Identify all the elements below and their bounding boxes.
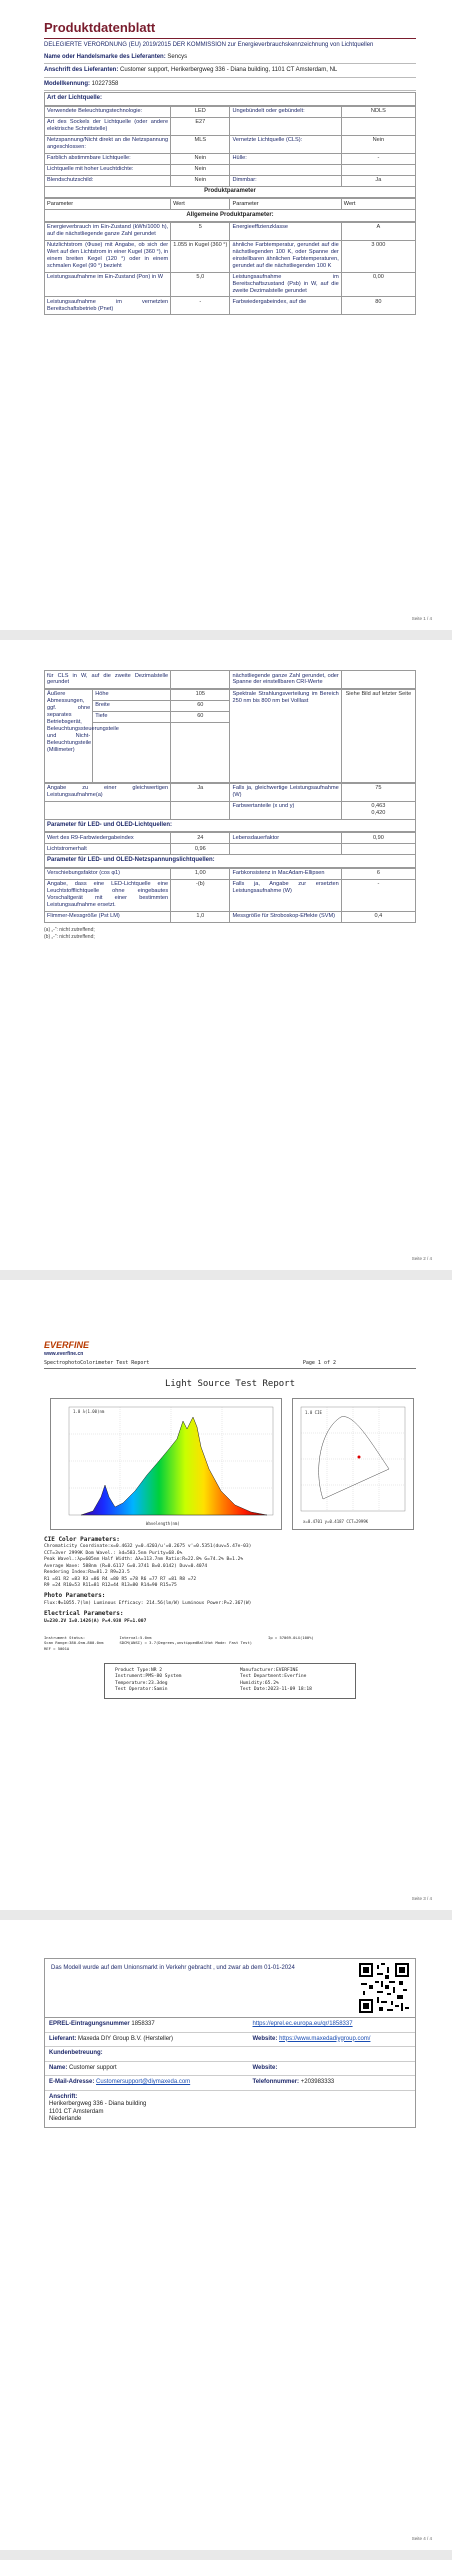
- text-line: Interval:5.0nm: [119, 1634, 152, 1640]
- dim-depth-value: 60: [171, 711, 230, 722]
- customer-label: Kundenbetreuung:: [49, 2050, 103, 2056]
- param-value: 1,0: [171, 911, 230, 922]
- logo-sub: www.everfine.cn: [44, 1351, 84, 1358]
- instrument-status: [44, 1635, 416, 1651]
- general-params-header: Allgemeine Produktparameter:: [44, 210, 416, 222]
- text-line: Product Type:NR 2: [115, 1667, 163, 1673]
- param-label: Lichtquelle mit hoher Leuchtdichte:: [45, 164, 171, 175]
- led-table: [44, 832, 416, 855]
- param-label: Leistungsaufnahme im vernetzten Bereitschaftsbetrieb (Pnet): [45, 297, 171, 315]
- param-value: 1,00: [171, 868, 230, 879]
- param-label: Farbwiedergabeindex, auf die: [230, 297, 341, 315]
- param-label: Blendschutzschild:: [45, 175, 171, 186]
- param-label: Messgröße für Stroboskop-Effekte (SVM): [230, 911, 341, 922]
- param-value: [341, 844, 415, 855]
- model-row: [44, 79, 416, 92]
- param-label: Leistungsaufnahme im Bereitschaftszustand (Psb) in W, auf die zweite Dezimalstelle gerundet: [230, 272, 341, 297]
- param-value: Ja: [341, 175, 415, 186]
- page-1: [0, 0, 452, 630]
- table-row: [45, 175, 416, 186]
- table-row: [45, 879, 416, 911]
- general-table: [44, 222, 416, 316]
- text-line: Instrument Status:: [44, 1634, 86, 1640]
- col-header-value-2: Wert: [341, 199, 415, 210]
- col-header-value-1: Wert: [171, 199, 230, 210]
- cie-lines: [44, 1544, 416, 1589]
- product-params-header: Produktparameter: [44, 187, 416, 199]
- param-value: [341, 164, 415, 175]
- page-number: Seite 3 / 4: [411, 1896, 432, 1902]
- page-number: Seite 4 / 4: [411, 2536, 432, 2542]
- eprel-value: 1858337: [131, 2021, 155, 2027]
- param-label: ähnliche Farbtemperatur, gerundet auf die nächstliegenden 100 K, oder Spanne der einstellbaren ähnlichen Farbtemperaturen, gerundet auf die nächstliegenden 100 K: [230, 240, 341, 272]
- address-line-3: Niederlande: [49, 2116, 82, 2122]
- photo-line: Flux:Φ=1055.7(lm) Luminous Efficacy: 214.56(lm/W) Luminous Power:P=2.367(W): [44, 1600, 252, 1606]
- text-line: Humidity:65.2%: [240, 1680, 279, 1686]
- text-line: Peak Wavel.:λp=605nm Half Width: Δλ=113.7nm Ratio:R=22.8% G=74.2% B=1.2%: [44, 1557, 244, 1563]
- supplier-address-label: Anschrift des Lieferanten:: [44, 67, 119, 74]
- param-value: -: [171, 297, 230, 315]
- cie-params: [44, 1536, 416, 1625]
- col-header-param-1: Parameter: [45, 199, 171, 210]
- dim-height-value: 105: [171, 689, 230, 700]
- charts-row: [50, 1398, 416, 1530]
- param-value: NDLS: [341, 106, 415, 117]
- dim-height-label: Höhe: [93, 689, 171, 700]
- cie-chart: [292, 1398, 414, 1530]
- eprel-link[interactable]: https://eprel.ec.europa.eu/qr/1858337: [252, 2021, 353, 2027]
- param-label: Verwendete Beleuchtungstechnologie:: [45, 106, 171, 117]
- param-label: Energieeffizienzklasse: [230, 222, 341, 240]
- text-line: SDCM(ANSI) = 3.7(Degrees,unstippedBallHot Mode: Fast Test): [119, 1640, 253, 1646]
- website-link[interactable]: https://www.maxedadiygroup.com/: [279, 2035, 371, 2042]
- regulation-intro: DELEGIERTE VERORDNUNG (EU) 2019/2015 DER KOMMISSION zur Energieverbrauchskennzeichnung von Lichtquellen: [44, 42, 374, 49]
- param-label: Leistungsaufnahme im Ein-Zustand (Pon) in W: [45, 272, 171, 297]
- table-row: [45, 164, 416, 175]
- param-value: -(b): [171, 879, 230, 911]
- status-right: [268, 1635, 314, 1651]
- param-label: Verschiebungsfaktor (cos φ1): [45, 868, 171, 879]
- equiv-right-label: Falls ja, gleichwertige Leistungsaufnahme (W): [230, 783, 341, 801]
- elec-title: Electrical Parameters:: [44, 1610, 124, 1618]
- param-value: LED: [171, 106, 230, 117]
- market-text: Das Modell wurde auf dem Unionsmarkt in Verkehr gebracht , und zwar ab dem 01-01-2024: [51, 1965, 295, 1971]
- text-line: REF = 5001A: [44, 1645, 70, 1651]
- spectrum-label: 1.0 λ(1.00)nm: [73, 1409, 105, 1414]
- params-header-table: [44, 198, 416, 210]
- param-value: E27: [171, 117, 230, 135]
- param-value: 5: [171, 222, 230, 240]
- param-value: Nein: [171, 153, 230, 164]
- report-title: Light Source Test Report: [164, 1378, 296, 1389]
- continued-table: [44, 670, 416, 689]
- dim-depth-label: Tiefe: [93, 711, 171, 722]
- website-label: Website:: [252, 2035, 278, 2042]
- param-label: Art des Sockels der Lichtquelle (oder andere elektrische Schnittstelle): [45, 117, 171, 135]
- status-left: [44, 1635, 103, 1651]
- equiv-right-value: 75: [341, 783, 415, 801]
- email-link[interactable]: Customersupport@diymaxeda.com: [96, 2079, 191, 2085]
- param-label: Lichtstromerhalt: [45, 844, 171, 855]
- name-label: Name:: [49, 2064, 68, 2071]
- page-2: [0, 640, 452, 1270]
- param-label: Nutzlichtstrom (Φuse) mit Angabe, ob sich der Wert auf den Lichtstrom in einer Kugel (360 °), in einem breiten Kegel (120 °) oder in einem schmalen Kegel (90 °) bezieht: [45, 240, 171, 272]
- param-label: Hülle:: [230, 153, 341, 164]
- qr-code-icon: [359, 1963, 409, 2013]
- param-value: 0,4: [341, 911, 415, 922]
- param-value: 0,90: [341, 833, 415, 844]
- model-value: 10227358: [91, 80, 119, 87]
- led-mains-section-header: Parameter für LED- und OLED-Netzspannungslichtquellen:: [44, 855, 416, 868]
- supplier-address-value: Customer support, Herikerbergweg 336 - Diana building, 1101 CT Amsterdam, NL: [120, 67, 338, 74]
- param-value: 6: [341, 868, 415, 879]
- param-label: Wert des R9-Farbwiedergabeindex: [45, 833, 171, 844]
- chroma-x: 0,463: [371, 803, 386, 810]
- footnote-b: (b) „-“: nicht zutreffend;: [44, 933, 95, 940]
- param-value: 3 000: [341, 240, 415, 272]
- col-header-param-2: Parameter: [230, 199, 341, 210]
- spectrum-chart: [50, 1398, 282, 1530]
- param-value: Nein: [341, 135, 415, 153]
- spectrum-axis-label: Wavelength(nm): [146, 1521, 180, 1526]
- param-value: 0,96: [171, 844, 230, 855]
- cie-label: 1.0 CIE: [305, 1410, 322, 1415]
- info-box: [44, 1958, 416, 2128]
- led-mains-table: [44, 868, 416, 923]
- param-value: -: [341, 153, 415, 164]
- param-label: [230, 117, 341, 135]
- supplier-info-table: [45, 2018, 415, 2127]
- table-row: [45, 833, 416, 844]
- param-value: [341, 117, 415, 135]
- market-row: [45, 1959, 415, 2018]
- dim-width-label: Breite: [93, 700, 171, 711]
- param-value: Nein: [171, 175, 230, 186]
- text-line: Test Date:2023-11-09 18:18: [240, 1687, 312, 1693]
- chroma-label: Farbwertanteile (x und y): [230, 801, 341, 819]
- model-label: Modellkennung:: [44, 80, 90, 87]
- param-label: Farbkonsistenz in MacAdam-Ellipsen: [230, 868, 341, 879]
- param-value: 1.055 in Kugel (360 °): [171, 240, 230, 272]
- param-value: 80: [341, 297, 415, 315]
- table-row: [45, 240, 416, 272]
- table-row: [45, 222, 416, 240]
- chroma-values: [341, 801, 415, 819]
- text-line: Scan Range:380.0nm-800.0nm: [44, 1640, 104, 1646]
- param-value: Nein: [171, 164, 230, 175]
- everfine-logo: [44, 1340, 416, 1358]
- page-title: Produktdatenblatt: [44, 20, 416, 39]
- operator-right: [240, 1668, 345, 1694]
- operator-box: [104, 1663, 356, 1699]
- supplier-label: Lieferant:: [49, 2035, 77, 2042]
- param-label: Netzspannung/Nicht direkt an die Netzspannung angeschlossen:: [45, 135, 171, 153]
- param-label: Ungebündelt oder gebündelt:: [230, 106, 341, 117]
- equiv-label: Angabe zu einer gleichwertigen Leistungsaufnahme(a): [45, 783, 171, 801]
- equiv-value: Ja: [171, 783, 230, 801]
- param-label: Vernetzte Lichtquelle (CLS):: [230, 135, 341, 153]
- text-line: Test Department:Everfine: [240, 1674, 307, 1680]
- cont-right: nächstliegende ganze Zahl gerundet, oder Spanne der einstellbaren CRI-Werte: [230, 671, 341, 689]
- text-line: R1 =81 R2 =83 R3 =86 R4 =80 R5 =78 R6 =77 R7 =81 R8 =72: [44, 1576, 197, 1582]
- phone-value: +203983333: [300, 2079, 335, 2085]
- phone-label: Telefonnummer:: [252, 2079, 300, 2085]
- text-line: Average Wave: 588nm (R=0.6117 G=0.3741 B=0.0142) Duv=0.4074: [44, 1563, 208, 1569]
- text-line: Chromaticity Coordinate:x=0.4632 y=0.4203/u'=0.2675 v'=0.5351(duv=5.47e-03): [44, 1544, 252, 1550]
- operator-left: [115, 1668, 220, 1694]
- param-label: Dimmbar:: [230, 175, 341, 186]
- table-row: [45, 117, 416, 135]
- eprel-label: EPREL-Eintragungsnummer: [49, 2021, 130, 2027]
- cont-left: für CLS in W, auf die zweite Dezimalstelle gerundet: [45, 671, 171, 689]
- dimensions-label: Äußere Abmessungen, ggf. ohne separates Betriebsgerät, Beleuchtungssteuerungsteile und Nicht-Beleuchtungsteile (Millimeter): [45, 689, 93, 782]
- table-row: [45, 844, 416, 855]
- name-value: Customer support: [69, 2064, 117, 2071]
- page-3: [0, 1280, 452, 1910]
- text-line: Test Operator:Samin: [115, 1687, 168, 1693]
- page-4: [0, 1920, 452, 2550]
- param-value: 24: [171, 833, 230, 844]
- param-value: -: [341, 879, 415, 911]
- logo-text: EVERFINE: [44, 1340, 90, 1350]
- cie-params-title: CIE Color Parameters:: [44, 1536, 120, 1543]
- text-line: R9 =24 R10=53 R11=81 R12=44 R13=80 R14=90 R15=75: [44, 1582, 177, 1588]
- param-value: A: [341, 222, 415, 240]
- elec-line: U=230.2V I=0.1426(A) P=4.938 PF=1.007: [44, 1618, 147, 1624]
- cie-svg: [293, 1399, 413, 1529]
- led-section-header: Parameter für LED- und OLED-Lichtquellen:: [44, 820, 416, 833]
- text-line: Temperature:23.3deg: [115, 1680, 168, 1686]
- address-line-2: 1101 CT Amsterdam: [49, 2108, 104, 2115]
- supplier-value: Maxeda DIY Group B.V. (Hersteller): [78, 2035, 174, 2042]
- email-label: E-Mail-Adresse:: [49, 2079, 95, 2085]
- photo-title: Photo Parameters:: [44, 1592, 106, 1600]
- report-page: Page 1 of 2: [302, 1359, 336, 1366]
- address-label: Anschrift:: [49, 2093, 78, 2100]
- report-header: [44, 1360, 416, 1369]
- param-value: 0,00: [341, 272, 415, 297]
- supplier-name-row: [44, 52, 416, 65]
- equivalence-table: [44, 783, 416, 820]
- website2-label: Website:: [252, 2064, 278, 2071]
- param-value: 5,0: [171, 272, 230, 297]
- table-row: [45, 135, 416, 153]
- page-number: Seite 2 / 4: [411, 1256, 432, 1262]
- param-label: Flimmer-Messgröße (Pst LM): [45, 911, 171, 922]
- dimensions-table: [44, 689, 416, 783]
- text-line: Instrument:PMS-80 System: [115, 1674, 182, 1680]
- instrument-name: SpectrophotoColorimeter Test Report: [44, 1359, 150, 1366]
- dim-width-value: 60: [171, 700, 230, 711]
- status-mid: [119, 1635, 252, 1651]
- type-section-header: Art der Lichtquelle:: [44, 92, 416, 106]
- text-line: Manufacturer:EVERFINE: [240, 1667, 299, 1673]
- supplier-name-label: Name oder Handelsmarke des Lieferanten:: [44, 53, 166, 60]
- supplier-name-value: Sencys: [167, 53, 188, 60]
- table-row: [45, 868, 416, 879]
- supplier-address-row: [44, 65, 416, 78]
- param-value: MLS: [171, 135, 230, 153]
- param-label: [230, 164, 341, 175]
- table-row: [45, 911, 416, 922]
- chroma-y: 0,420: [371, 810, 386, 817]
- text-line: Rendering Index:Ra=81.2 R9=23.5: [44, 1570, 130, 1576]
- spectral-label: Spektrale Strahlungsverteilung im Bereich 250 nm bis 800 nm bei Volllast: [230, 689, 341, 782]
- text-line: Ip = 57069.0LX(100%): [268, 1634, 314, 1640]
- param-label: Lebensdauerfaktor: [230, 833, 341, 844]
- param-label: Angabe, dass eine LED-Lichtquelle eine Leuchtstofflichtquelle ohne eingebautes Vorschaltgerät mit einer bestimmten Leistungsaufnahme ersetzt.: [45, 879, 171, 911]
- table-row: [45, 153, 416, 164]
- footnote-a: (a) „-“: nicht zutreffend;: [44, 926, 95, 933]
- spectral-value: Siehe Bild auf letzter Seite: [341, 689, 415, 782]
- param-label: [230, 844, 341, 855]
- text-line: CCT=3ver 2999K Dom Wavel.: λd=583.5nm Purity=68.6%: [44, 1550, 183, 1556]
- table-row: [45, 106, 416, 117]
- param-label: Farblich abstimmbare Lichtquelle:: [45, 153, 171, 164]
- cie-caption: x=0.4701 y=0.4187 CCT=2999K: [303, 1519, 369, 1524]
- spectrum-svg: [51, 1399, 281, 1529]
- page-number: Seite 1 / 4: [411, 616, 432, 622]
- param-label: Energieverbrauch im Ein-Zustand (kWh/1000 h), auf die nächstliegende ganze Zahl gerundet: [45, 222, 171, 240]
- address-line-1: Herikerbergweg 336 - Diana building: [49, 2101, 147, 2107]
- table-row: [45, 272, 416, 297]
- param-label: Falls ja, Angabe zur ersetzten Leistungsaufnahme (W): [230, 879, 341, 911]
- table-row: [45, 297, 416, 315]
- type-table: [44, 106, 416, 187]
